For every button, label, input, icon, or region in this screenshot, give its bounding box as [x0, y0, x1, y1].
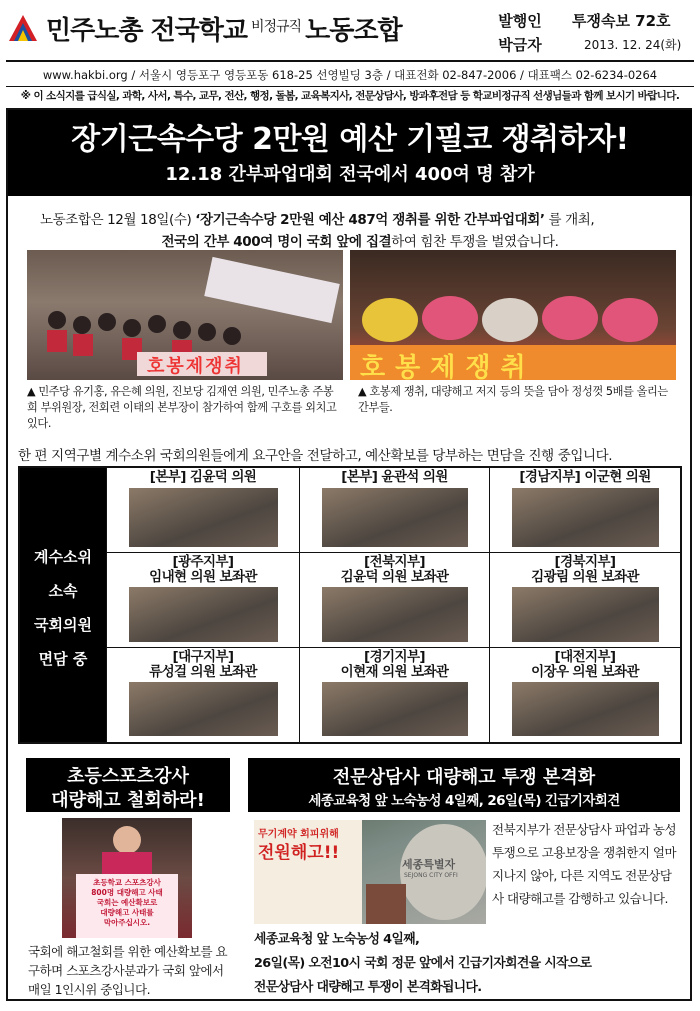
counselor-announcement: 세종교육청 앞 노숙농성 4일째, 26일(목) 오전10시 국회 정문 앞에서 긴급기자회견을 시작으로 전문상담사 대량해고 투쟁이 본격화됩니다. — [254, 932, 592, 995]
meeting-cell-title — [300, 650, 489, 680]
meeting-person: 김윤덕 의원 보좌관 — [340, 569, 449, 585]
intro-paragraph: 노동조합은 12월 18일(수) ‘장기근속수당 2만원 예산 487억 쟁취를 위한 간부파업대회’ 를 개최, — [40, 212, 595, 228]
meeting-person: 이현재 의원 보좌관 — [340, 664, 449, 680]
sit-in-photo — [254, 820, 486, 924]
meeting-region: [대전지부] — [554, 649, 616, 665]
union-logo-icon — [8, 14, 38, 42]
counselor-body-text: 전북지부가 전문상담사 파업과 농성투쟁으로 고용보장을 쟁취한지 얼마 지나지 않아, 다른 지역도 전문상담사 대량해고를 감행하고 있습니다. — [492, 822, 677, 906]
protest-sign: 초등학교 스포츠강사 800명 대량해고 사태 국회는 예산확보로 대량해고 사태를 막아주십시오. — [91, 878, 163, 927]
sit-in-banner: 무기계약 회피위해 전원해고!! — [258, 829, 340, 863]
meeting-photo — [129, 682, 278, 736]
counselor-title: 전문상담사 대량해고 투쟁 본격화 — [332, 767, 596, 788]
contact-line: www.hakbi.org / 서울시 영등포구 영등포동 618-25 선영빌딩 3층 / 대표전화 02-847-2006 / 대표팩스 02-6234-0264 — [6, 64, 694, 87]
side-label-line: 면담 중 — [38, 650, 88, 668]
meeting-region: [경남지부] — [519, 469, 581, 485]
intro-paragraph-cont: 전국의 간부 400여 명이 국회 앞에 집결하여 힘찬 투쟁을 벌였습니다. — [161, 234, 559, 250]
meeting-person: 김광림 의원 보좌관 — [531, 569, 639, 585]
meeting-photo — [322, 488, 468, 547]
meeting-cell — [299, 553, 489, 648]
rally-banner-text: 호봉제쟁취 — [147, 356, 244, 377]
sports-title-line: 초등스포츠강사 — [67, 766, 189, 787]
sports-protest-photo — [62, 818, 192, 938]
meeting-cell — [299, 468, 489, 553]
bowing-photo-caption: ▲ 호봉제 쟁취, 대량해고 저지 등의 뜻을 담아 정성껏 5배를 올리는 간부들. — [358, 385, 668, 414]
city-office-stone-en: SEJONG CITY OFFI — [404, 872, 458, 879]
meeting-region: [본부] — [341, 469, 378, 485]
side-label-line: 계수소위 — [34, 548, 92, 566]
meeting-cell-title — [107, 555, 299, 585]
counselor-subtitle: 세종교육청 앞 노숙농성 4일째, 26일(목) 긴급기자회견 — [308, 793, 620, 809]
meeting-cell-title — [107, 470, 299, 485]
meeting-cell — [106, 468, 299, 553]
meeting-person: 임내현 의원 보좌관 — [149, 569, 257, 585]
notice-line: ※ 이 소식지를 급식실, 과학, 사서, 특수, 교무, 전산, 행정, 돌봄, 교육복지사, 전문상담사, 방과후전담 등 학교비정규직 선생님들과 함께 보시기 바랍니다. — [20, 90, 680, 102]
meeting-region: [대구지부] — [172, 649, 234, 665]
meeting-photo — [129, 488, 278, 547]
meeting-person: 김윤덕 의원 — [189, 469, 257, 485]
bowing-banner-text: 호봉제쟁취 — [360, 353, 536, 380]
meeting-cell-title — [490, 650, 680, 680]
side-label-line: 소속 — [48, 582, 78, 600]
meeting-cell-title — [107, 650, 299, 680]
subheadline: 12.18 간부파업대회 전국에서 400여 명 참가 — [165, 164, 535, 185]
meeting-person: 류성걸 의원 보좌관 — [149, 664, 257, 680]
meeting-cell-title — [490, 555, 680, 585]
meeting-region: [광주지부] — [172, 554, 234, 570]
meeting-photo — [322, 682, 468, 736]
header-divider — [6, 60, 694, 62]
issue-date: 2013. 12. 24(화) — [584, 38, 682, 52]
meeting-region: [전북지부] — [364, 554, 425, 570]
meeting-cell-title — [300, 470, 489, 485]
issue-number: 투쟁속보 72호 — [572, 12, 671, 30]
sports-title-line: 대량해고 철회하라! — [51, 790, 205, 811]
publisher-label: 발행인 — [498, 12, 542, 30]
meeting-photo — [512, 682, 659, 736]
city-office-stone: 세종특별자 — [402, 858, 456, 871]
meeting-person: 이군현 의원 — [584, 469, 651, 485]
meeting-cell-title — [300, 555, 489, 585]
meeting-cell — [106, 648, 299, 742]
side-label-line: 국회의원 — [34, 616, 92, 634]
rally-photo — [27, 250, 343, 380]
publisher-name: 박금자 — [498, 36, 542, 54]
union-name: 민주노총 전국학교 $^{비정규직}$ 노동조합 — [46, 16, 402, 46]
meeting-cell — [489, 553, 680, 648]
bowing-photo — [350, 250, 676, 380]
meeting-grid-side-label — [20, 468, 106, 742]
meeting-cell — [299, 648, 489, 742]
regional-note: 한 편 지역구별 계수소위 국회의원들에게 요구안을 전달하고, 예산확보를 당부하는 면담을 진행 중입니다. — [18, 448, 613, 464]
meeting-photo — [512, 488, 659, 547]
meeting-region: [경기지부] — [364, 649, 425, 665]
meeting-photo — [512, 587, 659, 642]
sports-body-text: 국회에 해고철회를 위한 예산확보를 요구하며 스포츠강사분과가 국회 앞에서 매일 1인시위 중입니다. — [28, 944, 228, 997]
meeting-cell-title — [490, 470, 680, 485]
meeting-photo — [129, 587, 278, 642]
meeting-region: [본부] — [149, 469, 186, 485]
meeting-region: [경북지부] — [554, 554, 616, 570]
meeting-cell — [106, 553, 299, 648]
rally-photo-caption: ▲ 민주당 유기홍, 유은혜 의원, 진보당 김재연 의원, 민주노총 주봉희 부위원장, 전회련 이태의 본부장이 참가하여 함께 구호를 외치고 있다. — [27, 385, 337, 430]
meeting-cell — [489, 648, 680, 742]
meeting-photo — [322, 587, 468, 642]
meeting-person: 윤관석 의원 — [381, 469, 448, 485]
headline: 장기근속수당 2만원 예산 기필코 쟁취하자! — [71, 122, 629, 157]
meeting-person: 이장우 의원 보좌관 — [531, 664, 639, 680]
meeting-cell — [489, 468, 680, 553]
